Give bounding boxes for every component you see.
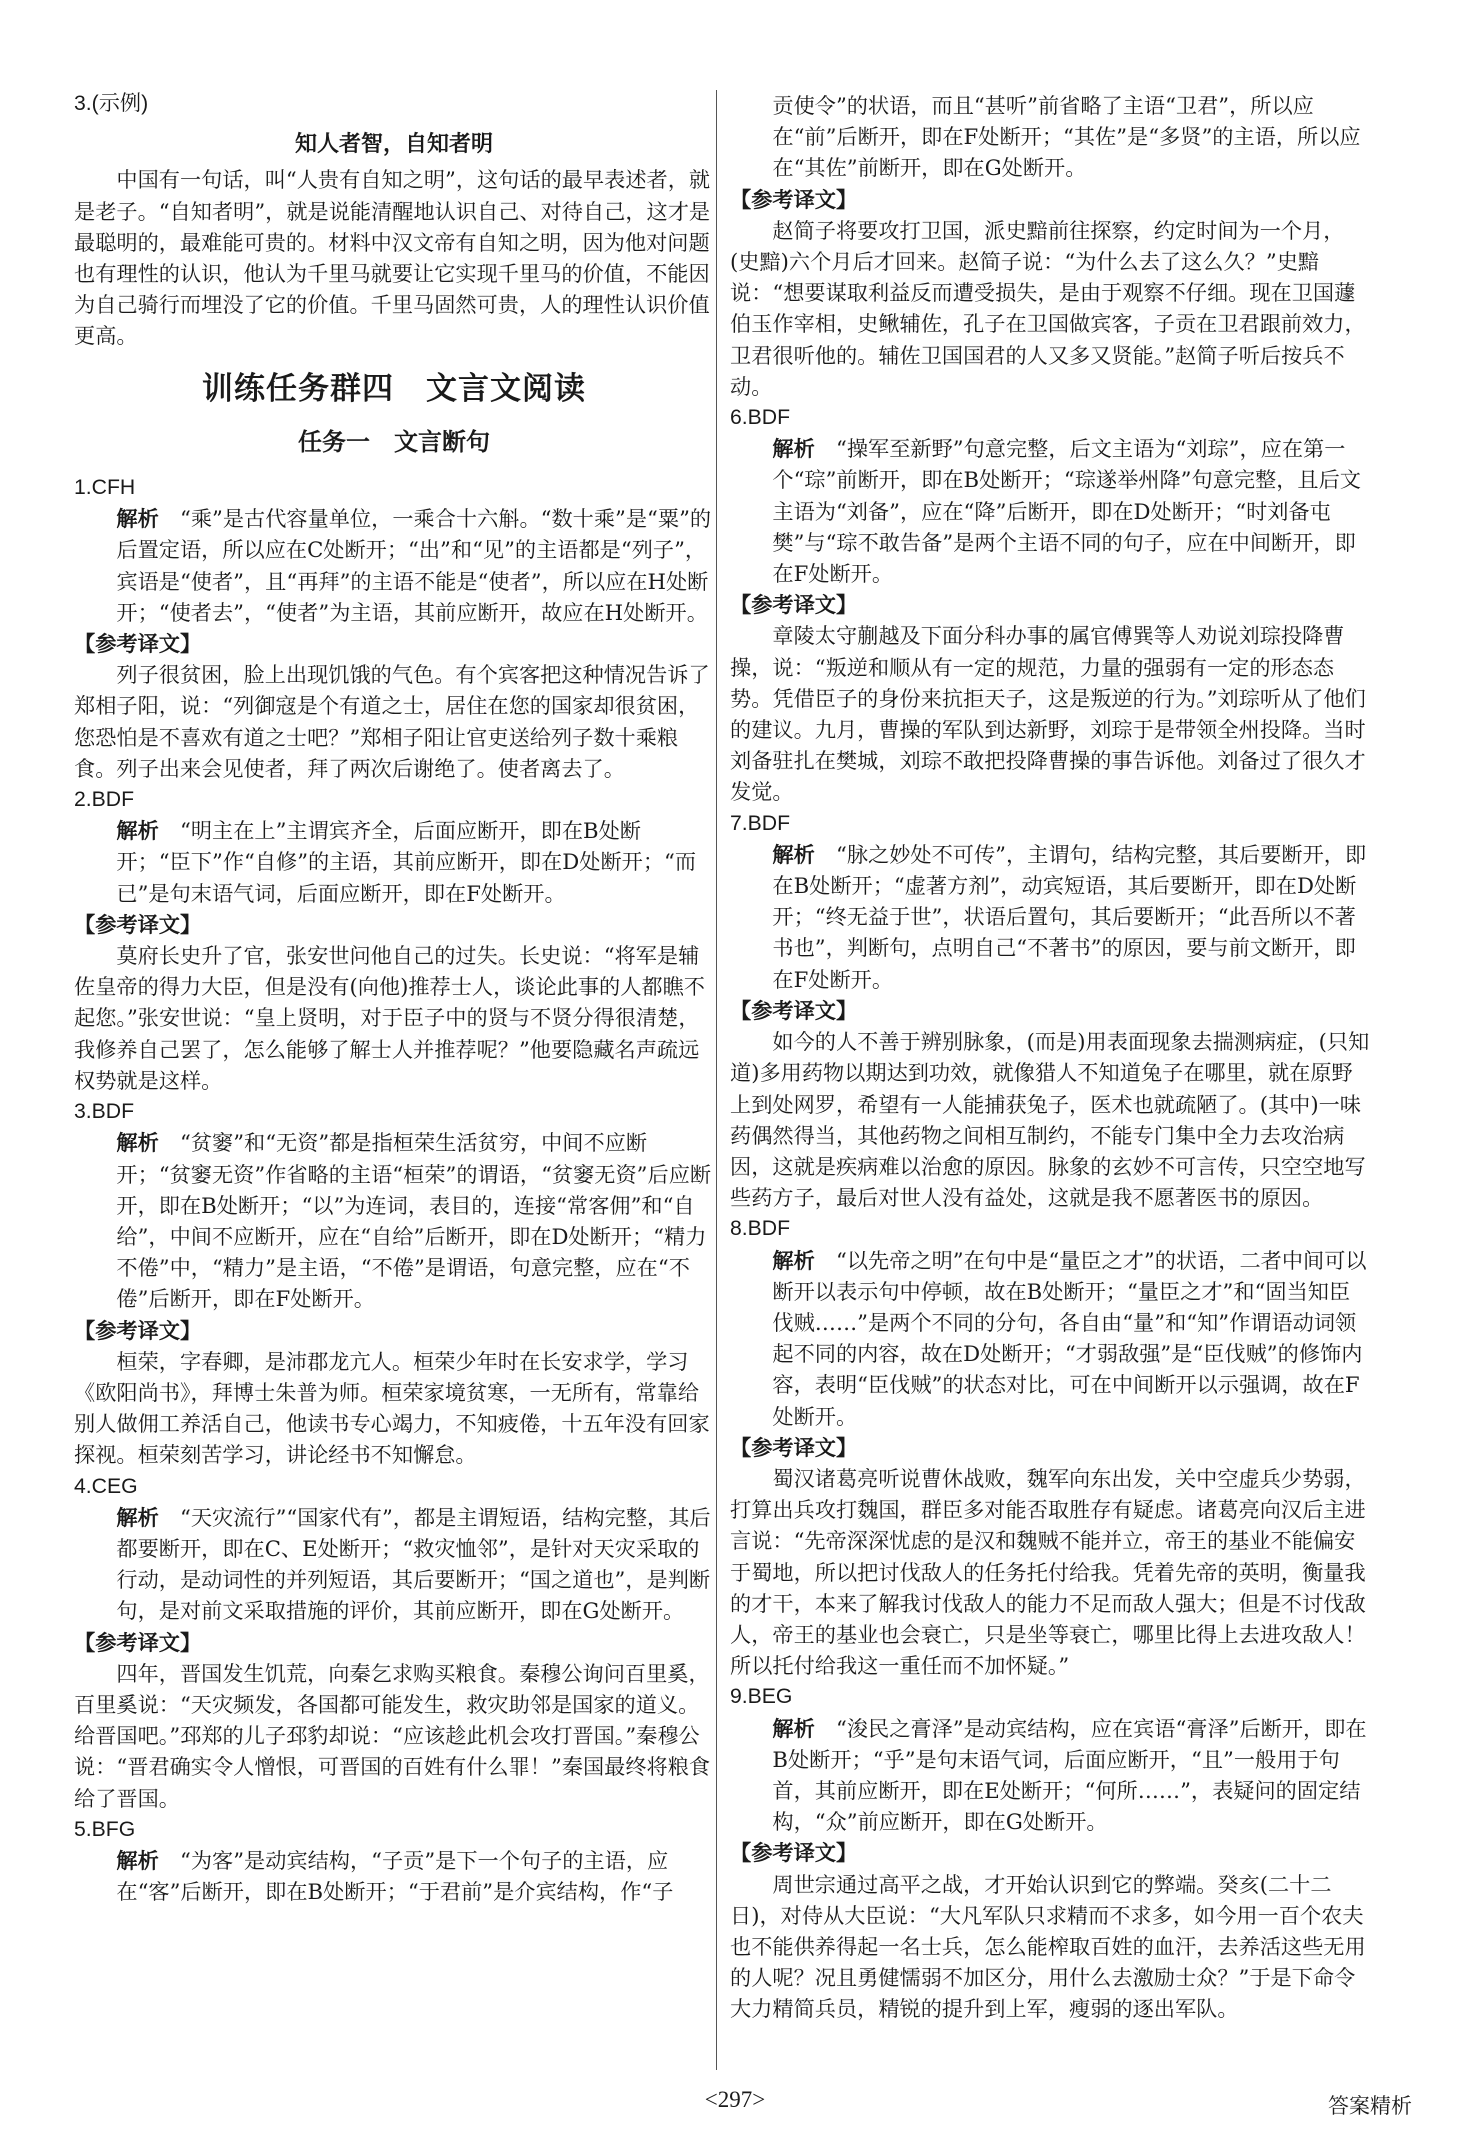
- ref-6: 章陵太守蒯越及下面分科办事的属官傅巽等人劝说刘琮投降曹操，说：“叛逆和顺从有一定的规范，力量的强弱有一定的形态态势。凭借臣子的身份来抗拒天子，这是叛逆的行为。”刘琮听从了他们的建议。九月，曹操的军队到达新野，刘琮于是带领全州投降。当时刘备驻扎在樊城，刘琮不敢把投降曹操的事告诉他。刘备过了很久才发觉。: [730, 623, 1366, 805]
- analysis-4: “天灾流行”“国家代有”，都是主谓短语，结构完整，其后都要断开，即在C、E处断开；“救灾恤邻”，是针对天灾采取的行动，是动词性的并列短语，其后要断开；“国之道也”，是判断句，是对前文采取措施的评价，其前应断开，即在G处断开。: [116, 1504, 711, 1624]
- q3-label: 3.(示例): [74, 92, 149, 115]
- analysis-5: “为客”是动宾结构，“子贡”是下一个句子的主语，应在“客”后断开，即在B处断开；“于君前”是介宾结构，作“子: [116, 1847, 674, 1905]
- answer-1: 1.CFH: [74, 476, 136, 500]
- answer-4: 4.CEG: [74, 1474, 138, 1498]
- analysis-6: “操军至新野”句意完整，后文主语为“刘琮”，应在第一个“琮”前断开，即在B处断开；“琮遂举州降”句意完整，且后文主语为“刘备”，应在“降”后断开，即在D处断开；“时刘备屯樊”与“琮不敢告备”是两个主语不同的句子，应在中间断开，即在F处断开。: [772, 436, 1361, 587]
- ref-label: 【参考译文】: [730, 186, 858, 212]
- ref-8: 蜀汉诸葛亮听说曹休战败，魏军向东出发，关中空虚兵少势弱，打算出兵攻打魏国，群臣多对能否取胜存有疑虑。诸葛亮向汉后主进言说：“先帝深深忧虑的是汉和魏贼不能并立，帝王的基业不能偏安于蜀地，所以把讨伐敌人的任务托付给我。凭着先帝的英明，衡量我的才干，本来了解我讨伐敌人的能力不足而敌人强大；但是不讨伐敌人，帝王的基业也会衰亡，只是坐等衰亡，哪里比得上去进攻敌人！所以托付给我这一重任而不加怀疑。”: [730, 1465, 1366, 1679]
- analysis-7: “脉之妙处不可传”，主谓句，结构完整，其后要断开，即在B处断开；“虚著方剂”，动宾短语，其后要断开，即在D处断开；“终无益于世”，状语后置句，其后要断开；“此吾所以不著书也”，判断句，点明自己“不著书”的原因，要与前文断开，即在F处断开。: [772, 841, 1367, 992]
- ref-label: 【参考译文】: [74, 1317, 202, 1343]
- ref-7: 如今的人不善于辨别脉象，(而是)用表面现象去揣测病症，(只知道)多用药物以期达到功效，就像猎人不知道兔子在哪里，就在原野上到处网罗，希望有一人能捕获兔子，医术也就疏陋了。(其中)一味药偶然得当，其他药物之间相互制约，不能专门集中全力去攻治病因，这就是疾病难以治愈的原因。脉象的玄妙不可言传，只空空地写些药方子，最后对世人没有益处，这就是我不愿著医书的原因。: [730, 1029, 1370, 1211]
- answer-8: 8.BDF: [730, 1217, 791, 1241]
- analysis-label: 解析: [116, 1504, 159, 1530]
- analysis-label: 解析: [772, 841, 815, 867]
- answer-3: 3.BDF: [74, 1100, 135, 1124]
- footer-tag: 答案精析: [1328, 2094, 1412, 2118]
- analysis-5-continued: 贡使令”的状语，而且“甚听”前省略了主语“卫君”，所以应在“前”后断开，即在F处断开；“其佐”是“多贤”的主语，所以应在“其佐”前断开，即在G处断开。: [772, 93, 1361, 181]
- analysis-9: “浚民之膏泽”是动宾结构，应在宾语“膏泽”后断开，即在B处断开；“乎”是句末语气词，后面应断开，“且”一般用于句首，其前应断开，即在E处断开；“何所……”，表疑问的固定结构，“众”前应断开，即在G处断开。: [772, 1715, 1367, 1835]
- answer-2: 2.BDF: [74, 788, 135, 812]
- ref-label: 【参考译文】: [730, 1434, 858, 1460]
- ref-9: 周世宗通过高平之战，才开始认识到它的弊端。癸亥(二十二日)，对侍从大臣说：“大凡军队只求精而不求多，如今用一百个农夫也不能供养得起一名士兵，怎么能榨取百姓的血汗，去养活这些无用的人呢？况且勇健懦弱不加区分，用什么去激励士众？”于是下命令大力精简兵员，精锐的提升到上军，瘦弱的逐出军队。: [730, 1871, 1366, 2022]
- essay-title: 知人者智，自知者明: [294, 132, 493, 158]
- answer-7: 7.BDF: [730, 811, 791, 835]
- ref-5: 赵简子将要攻打卫国，派史黯前往探察，约定时间为一个月，(史黯)六个月后才回来。赵简子说：“为什么去了这么久？”史黯说：“想要谋取利益反而遭受损失，是由于观察不仔细。现在卫国蘧伯玉作宰相，史鳅辅佐，孔子在卫国做宾客，子贡在卫君跟前效力，卫君很听他的。辅佐卫国国君的人又多又贤能。”赵简子听后按兵不动。: [730, 217, 1366, 399]
- ref-label: 【参考译文】: [730, 1840, 858, 1866]
- analysis-8: “以先帝之明”在句中是“量臣之才”的状语，二者中间可以断开以表示句中停顿，故在B处断开；“量臣之才”和“固当知臣伐贼……”是两个不同的分句，各自由“量”和“知”作谓语动词领起不同的内容，故在D处断开；“才弱敌强”是“臣伐贼”的修饰内容，表明“臣伐贼”的状态对比，可在中间断开以示强调，故在F处断开。: [772, 1247, 1367, 1429]
- ref-4: 四年，晋国发生饥荒，向秦乞求购买粮食。秦穆公询问百里奚，百里奚说：“天灾频发，各国都可能发生，救灾助邻是国家的道义。给晋国吧。”邳郑的儿子邳豹却说：“应该趁此机会攻打晋国。”秦穆公说：“晋君确实令人憎恨，可晋国的百姓有什么罪！”秦国最终将粮食给了晋国。: [74, 1660, 711, 1811]
- answer-5: 5.BFG: [74, 1817, 136, 1841]
- ref-1: 列子很贫困，脸上出现饥饿的气色。有个宾客把这种情况告诉了郑相子阳，说：“列御寇是个有道之士，居住在您的国家却很贫困，您恐怕是不喜欢有道之士吧？”郑相子阳让官吏送给列子数十乘粮食。列子出来会见使者，拜了两次后谢绝了。使者离去了。: [74, 662, 710, 781]
- answer-6: 6.BDF: [730, 406, 791, 430]
- analysis-label: 解析: [116, 506, 159, 532]
- ref-2: 莫府长史升了官，张安世问他自己的过失。长史说：“将军是辅佐皇帝的得力大臣，但是没有(向他)推荐士人，谈论此事的人都瞧不起您。”张安世说：“皇上贤明，对于臣子中的贤与不贤分得很清楚，我修养自己罢了，怎么能够了解士人并推荐呢？”他要隐藏名声疏远权势就是这样。: [74, 943, 705, 1093]
- essay-body: 中国有一句话，叫“人贵有自知之明”，这句话的最早表述者，就是老子。“自知者明”，就是说能清醒地认识自己、对待自己，这才是最聪明的，最难能可贵的。材料中汉文帝有自知之明，因为他对问题也有理性的认识，他认为千里马就要让它实现千里马的价值，不能因为自己骑行而埋没了它的价值。千里马固然可贵，人的理性认识价值更高。: [74, 167, 711, 349]
- analysis-label: 解析: [116, 1847, 159, 1873]
- task-title: 任务一 文言断句: [298, 427, 490, 456]
- analysis-label: 解析: [772, 1715, 815, 1741]
- right-column: [730, 90, 1370, 2025]
- page-number: <297>: [704, 2087, 766, 2112]
- analysis-2: “明主在上”主谓宾齐全，后面应断开，即在B处断开；“臣下”作“自修”的主语，其前应断开，即在D处断开；“而已”是句末语气词，后面应断开，即在F处断开。: [116, 818, 697, 906]
- ref-label: 【参考译文】: [730, 592, 858, 618]
- analysis-label: 解析: [772, 1247, 815, 1273]
- analysis-1: “乘”是古代容量单位，一乘合十六斛。“数十乘”是“粟”的后置定语，所以应在C处断开；“出”和“见”的主语都是“列子”，宾语是“使者”，且“再拜”的主语不能是“使者”，所以应在H处断开；“使者去”，“使者”为主语，其前应断开，故应在H处断开。: [116, 506, 712, 625]
- section-title: 训练任务群四 文言文阅读: [202, 370, 586, 407]
- column-divider: [716, 90, 717, 2070]
- ref-label: 【参考译文】: [74, 1629, 202, 1655]
- analysis-label: 解析: [772, 436, 815, 462]
- ref-label: 【参考译文】: [730, 997, 858, 1023]
- ref-label: 【参考译文】: [74, 631, 202, 657]
- answer-9: 9.BEG: [730, 1685, 793, 1709]
- ref-label: 【参考译文】: [74, 911, 202, 937]
- left-column: [74, 88, 714, 1907]
- analysis-3: “贫窭”和“无资”都是指桓荣生活贫穷，中间不应断开；“贫窭无资”作省略的主语“桓荣”的谓语，“贫窭无资”后应断开，即在B处断开；“以”为连词，表目的，连接“常客佣”和“自给”，中间不应断开，应在“自给”后断开，即在D处断开；“精力不倦”中，“精力”是主语，“不倦”是谓语，句意完整，应在“不倦”后断开，即在F处断开。: [116, 1130, 712, 1312]
- ref-3: 桓荣，字春卿，是沛郡龙亢人。桓荣少年时在长安求学，学习《欧阳尚书》，拜博士朱普为师。桓荣家境贫寒，一无所有，常靠给别人做佣工养活自己，他读书专心竭力，不知疲倦，十五年没有回家探视。桓荣刻苦学习，讲论经书不知懈怠。: [74, 1348, 710, 1468]
- analysis-label: 解析: [116, 1130, 159, 1156]
- analysis-label: 解析: [116, 818, 159, 844]
